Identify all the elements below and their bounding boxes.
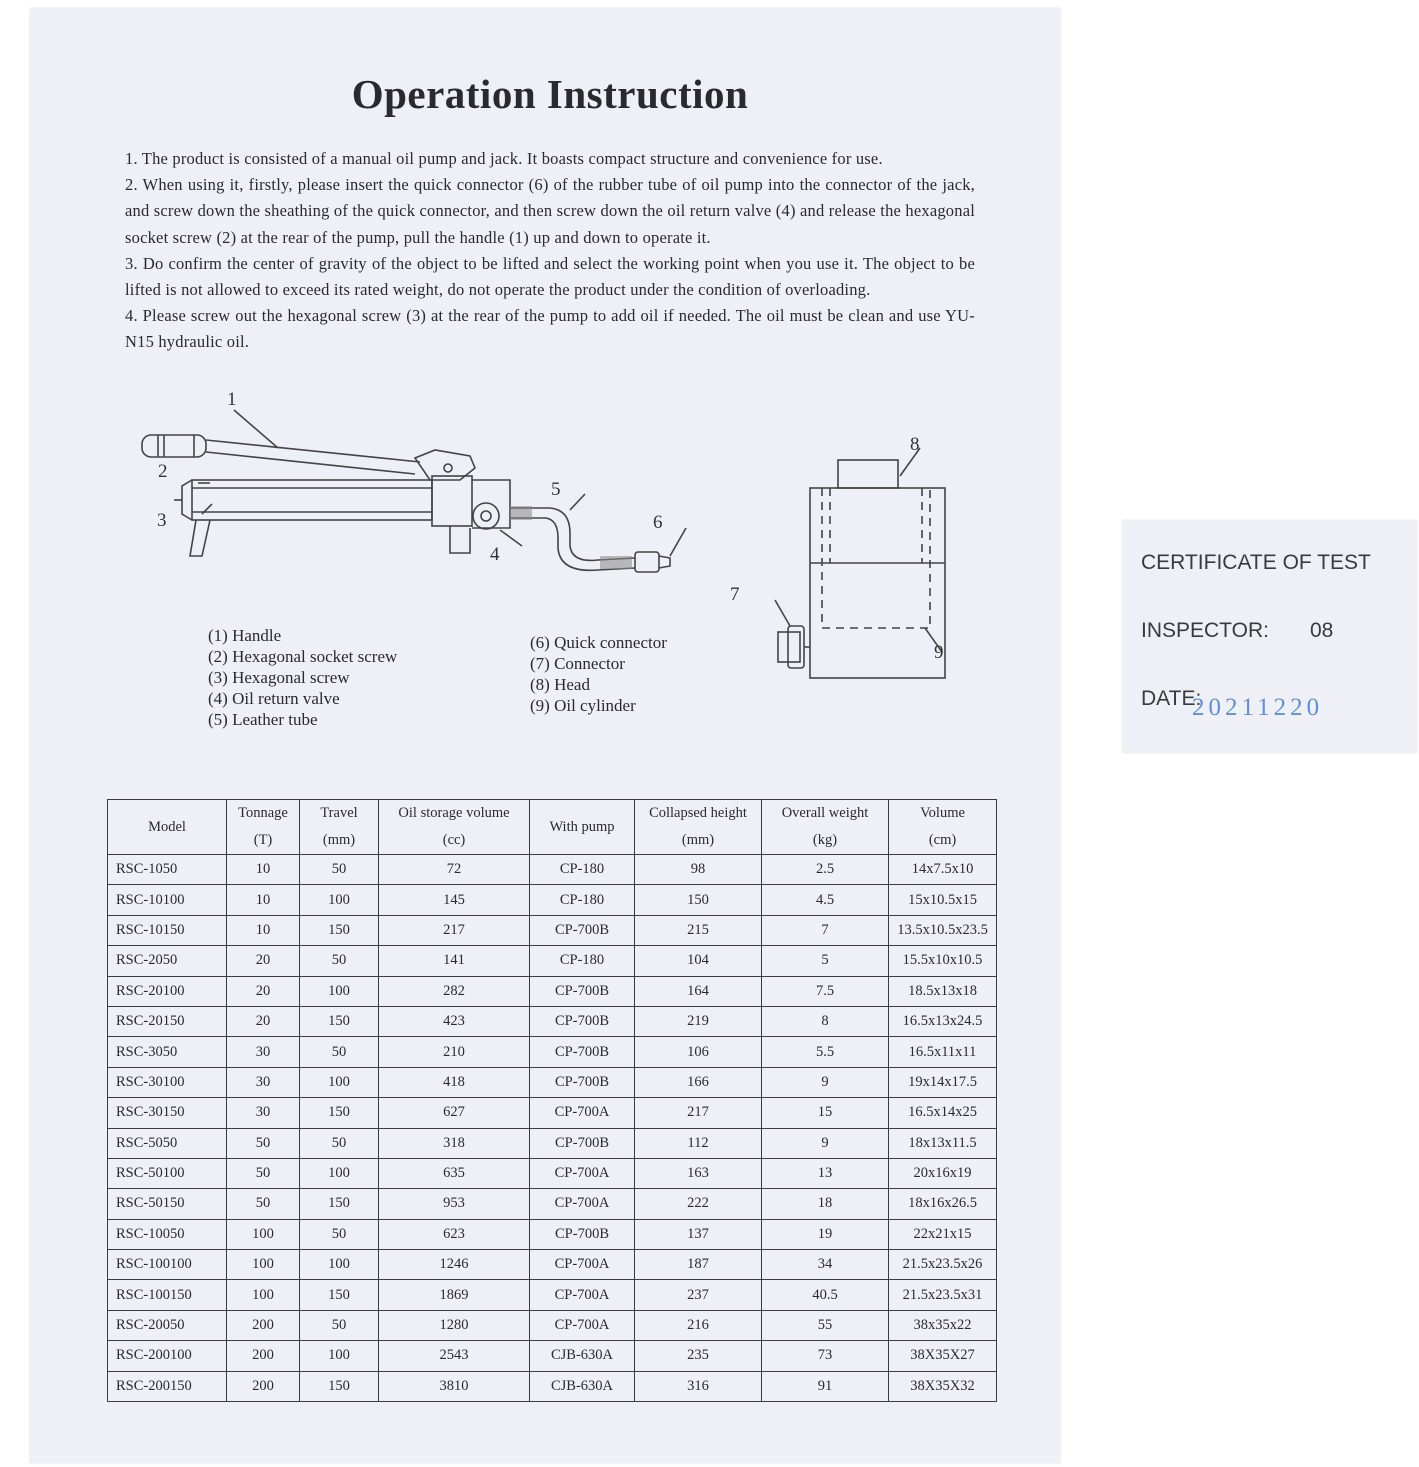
table-cell: 953 (379, 1189, 530, 1219)
table-cell: 16.5x11x11 (889, 1037, 997, 1067)
table-cell: 222 (635, 1189, 762, 1219)
table-cell: RSC-20150 (108, 1006, 227, 1036)
callout-2: 2 (158, 461, 168, 482)
callout-9: 9 (934, 642, 944, 663)
table-cell: 50 (300, 1037, 379, 1067)
jack-connector (778, 632, 800, 662)
table-cell: 100 (227, 1250, 300, 1280)
table-cell: 215 (635, 915, 762, 945)
table-row (108, 855, 997, 885)
instruction-sheet (30, 8, 1060, 1463)
table-cell: 141 (379, 946, 530, 976)
specification-table (107, 799, 997, 1402)
table-cell: 200 (227, 1310, 300, 1340)
table-cell: CJB-630A (530, 1341, 635, 1371)
table-row (108, 1250, 997, 1280)
table-cell: 10 (227, 915, 300, 945)
table-cell: 30 (227, 1067, 300, 1097)
table-cell: CP-700B (530, 1219, 635, 1249)
table-cell: 137 (635, 1219, 762, 1249)
instruction-item: 1. The product is consisted of a manual oil pump and jack. It boasts compact structure and convenience for use. (125, 149, 883, 168)
table-cell: 418 (379, 1067, 530, 1097)
table-cell: RSC-20050 (108, 1310, 227, 1340)
table-cell: 627 (379, 1098, 530, 1128)
header-travel: Travel (mm) (300, 800, 379, 855)
table-cell: CP-700A (530, 1098, 635, 1128)
table-cell: RSC-30100 (108, 1067, 227, 1097)
table-cell: 18x16x26.5 (889, 1189, 997, 1219)
table-cell: RSC-30150 (108, 1098, 227, 1128)
table-row (108, 1067, 997, 1097)
table-cell: 50 (227, 1158, 300, 1188)
table-cell: 50 (227, 1128, 300, 1158)
table-cell: RSC-20100 (108, 976, 227, 1006)
table-cell: CP-700A (530, 1310, 635, 1340)
handle-grip (142, 435, 206, 457)
table-cell: 200 (227, 1371, 300, 1401)
table-row (108, 915, 997, 945)
table-cell: 14x7.5x10 (889, 855, 997, 885)
table-cell: 150 (300, 1371, 379, 1401)
table-cell: 9 (762, 1067, 889, 1097)
instruction-item: 2. When using it, firstly, please insert the quick connector (6) of the rubber tube of oil pump into the connector of the jack, and screw down the sheathing of the quick connector, and then screw down the oil return valve (4) and release the hexagonal socket screw (2) at the rear of the pump, pull the handle (1) up and down to operate it. (125, 175, 975, 247)
table-cell: 72 (379, 855, 530, 885)
table-cell: 50 (300, 1219, 379, 1249)
table-cell: 19x14x17.5 (889, 1067, 997, 1097)
table-cell: 18x13x11.5 (889, 1128, 997, 1158)
table-cell: 100 (227, 1219, 300, 1249)
table-cell: CP-180 (530, 855, 635, 885)
callout-8: 8 (910, 434, 920, 455)
table-cell: 3810 (379, 1371, 530, 1401)
legend-item: (2) Hexagonal socket screw (208, 647, 398, 666)
legend-item: (7) Connector (530, 654, 625, 673)
callout-1: 1 (227, 389, 237, 410)
quick-connector (635, 552, 659, 572)
table-cell: 217 (379, 915, 530, 945)
table-cell: 2.5 (762, 855, 889, 885)
legend-item: (4) Oil return valve (208, 689, 340, 708)
legend-left (208, 625, 397, 730)
table-cell: 7 (762, 915, 889, 945)
callout-7: 7 (730, 584, 740, 605)
legend-item: (1) Handle (208, 626, 282, 645)
table-cell: 91 (762, 1371, 889, 1401)
table-cell: 100 (300, 976, 379, 1006)
table-cell: RSC-50150 (108, 1189, 227, 1219)
table-cell: CP-700A (530, 1189, 635, 1219)
table-cell: 216 (635, 1310, 762, 1340)
table-body (108, 855, 997, 1402)
header-model: Model (108, 800, 227, 855)
table-cell: 150 (300, 915, 379, 945)
table-cell: 55 (762, 1310, 889, 1340)
instruction-item: 3. Do confirm the center of gravity of the object to be lifted and select the working point when you use it. The object to be lifted is not allowed to exceed its rated weight, do not operate the product under the condition of overloading. (125, 253, 975, 300)
table-row (108, 1280, 997, 1310)
table-cell: 164 (635, 976, 762, 1006)
table-cell: 22x21x15 (889, 1219, 997, 1249)
header-volume: Volume (cm) (889, 800, 997, 855)
table-row (108, 1310, 997, 1340)
table-cell: 623 (379, 1219, 530, 1249)
table-cell: 104 (635, 946, 762, 976)
table-cell: CP-700A (530, 1280, 635, 1310)
header-with-pump: With pump (530, 800, 635, 855)
header-overall-weight: Overall weight (kg) (762, 800, 889, 855)
table-cell: 217 (635, 1098, 762, 1128)
table-cell: 50 (227, 1189, 300, 1219)
table-cell: 16.5x14x25 (889, 1098, 997, 1128)
table-cell: 100 (300, 885, 379, 915)
table-cell: 166 (635, 1067, 762, 1097)
pump-reservoir (192, 480, 432, 520)
inspector-label: INSPECTOR: (1141, 619, 1269, 642)
table-cell: 13 (762, 1158, 889, 1188)
table-cell: 316 (635, 1371, 762, 1401)
table-cell: 4.5 (762, 885, 889, 915)
table-cell: 38X35X32 (889, 1371, 997, 1401)
oil-return-valve (473, 503, 499, 529)
table-cell: 38X35X27 (889, 1341, 997, 1371)
table-cell: 200 (227, 1341, 300, 1371)
table-cell: 282 (379, 976, 530, 1006)
table-cell: RSC-200100 (108, 1341, 227, 1371)
table-cell: 15x10.5x15 (889, 885, 997, 915)
table-cell: 9 (762, 1128, 889, 1158)
table-cell: 112 (635, 1128, 762, 1158)
header-tonnage: Tonnage (T) (227, 800, 300, 855)
table-cell: 50 (300, 855, 379, 885)
instructions-text (125, 146, 975, 356)
table-cell: 34 (762, 1250, 889, 1280)
table-cell: 21.5x23.5x26 (889, 1250, 997, 1280)
table-row (108, 976, 997, 1006)
legend-right (530, 632, 667, 716)
table-cell: RSC-100100 (108, 1250, 227, 1280)
table-row (108, 1341, 997, 1371)
legend-item: (3) Hexagonal screw (208, 668, 350, 687)
table-cell: 237 (635, 1280, 762, 1310)
table-cell: 50 (300, 1310, 379, 1340)
table-row (108, 1128, 997, 1158)
table-cell: 219 (635, 1006, 762, 1036)
table-cell: RSC-5050 (108, 1128, 227, 1158)
table-cell: 7.5 (762, 976, 889, 1006)
header-oil-storage: Oil storage volume (cc) (379, 800, 530, 855)
callout-6: 6 (653, 512, 663, 533)
table-cell: 145 (379, 885, 530, 915)
jack-head (838, 460, 898, 488)
table-cell: 73 (762, 1341, 889, 1371)
table-cell: 100 (227, 1280, 300, 1310)
table-cell: 150 (300, 1098, 379, 1128)
callout-5: 5 (551, 479, 561, 500)
table-row (108, 1158, 997, 1188)
page-title: Operation Instruction (351, 71, 749, 117)
table-cell: 1246 (379, 1250, 530, 1280)
table-cell: 40.5 (762, 1280, 889, 1310)
table-cell: CP-700B (530, 1037, 635, 1067)
legend-item: (6) Quick connector (530, 633, 667, 652)
table-header-row (108, 800, 997, 855)
legend-item: (5) Leather tube (208, 710, 318, 729)
date-stamp: 20211220 (1192, 694, 1324, 721)
table-row (108, 885, 997, 915)
table-cell: 98 (635, 855, 762, 885)
table-cell: 30 (227, 1098, 300, 1128)
table-cell: 106 (635, 1037, 762, 1067)
table-cell: RSC-100150 (108, 1280, 227, 1310)
table-cell: CP-180 (530, 885, 635, 915)
table-cell: RSC-200150 (108, 1371, 227, 1401)
table-row (108, 1189, 997, 1219)
table-cell: 19 (762, 1219, 889, 1249)
table-cell: 100 (300, 1158, 379, 1188)
table-cell: 20 (227, 976, 300, 1006)
table-cell: 150 (635, 885, 762, 915)
table-cell: 100 (300, 1341, 379, 1371)
certificate-of-test (1122, 520, 1417, 753)
table-cell: 20 (227, 1006, 300, 1036)
table-cell: 21.5x23.5x31 (889, 1280, 997, 1310)
table-cell: 10 (227, 855, 300, 885)
callout-3: 3 (157, 510, 167, 531)
table-cell: 30 (227, 1037, 300, 1067)
handle-bar (206, 440, 420, 474)
table-cell: RSC-10150 (108, 915, 227, 945)
table-cell: CJB-630A (530, 1371, 635, 1401)
table-row (108, 1371, 997, 1401)
inspector-value: 08 (1310, 619, 1334, 642)
table-cell: 150 (300, 1280, 379, 1310)
table-cell: 635 (379, 1158, 530, 1188)
table-cell: 10 (227, 885, 300, 915)
table-cell: 100 (300, 1250, 379, 1280)
table-cell: 20 (227, 946, 300, 976)
table-cell: RSC-1050 (108, 855, 227, 885)
table-cell: 5.5 (762, 1037, 889, 1067)
table-cell: RSC-10100 (108, 885, 227, 915)
table-cell: CP-700A (530, 1158, 635, 1188)
table-cell: RSC-3050 (108, 1037, 227, 1067)
table-cell: 15 (762, 1098, 889, 1128)
table-cell: 18 (762, 1189, 889, 1219)
header-collapsed-height: Collapsed height (mm) (635, 800, 762, 855)
table-cell: 235 (635, 1341, 762, 1371)
table-cell: 187 (635, 1250, 762, 1280)
table-cell: RSC-50100 (108, 1158, 227, 1188)
table-cell: 18.5x13x18 (889, 976, 997, 1006)
legend-item: (9) Oil cylinder (530, 696, 636, 715)
table-cell: 20x16x19 (889, 1158, 997, 1188)
table-cell: 16.5x13x24.5 (889, 1006, 997, 1036)
table-cell: CP-180 (530, 946, 635, 976)
table-cell: 8 (762, 1006, 889, 1036)
table-cell: 423 (379, 1006, 530, 1036)
table-cell: 210 (379, 1037, 530, 1067)
certificate-title: CERTIFICATE OF TEST (1141, 551, 1371, 574)
callout-4: 4 (490, 544, 500, 565)
table-cell: 150 (300, 1189, 379, 1219)
table-cell: 2543 (379, 1341, 530, 1371)
legend-item: (8) Head (530, 675, 590, 694)
table-cell: 1280 (379, 1310, 530, 1340)
table-cell: CP-700B (530, 1006, 635, 1036)
table-row (108, 1219, 997, 1249)
table-cell: 50 (300, 1128, 379, 1158)
table-cell: 150 (300, 1006, 379, 1036)
table-row (108, 1006, 997, 1036)
table-cell: 13.5x10.5x23.5 (889, 915, 997, 945)
table-cell: 15.5x10x10.5 (889, 946, 997, 976)
table-cell: 163 (635, 1158, 762, 1188)
table-row (108, 1037, 997, 1067)
table-cell: 318 (379, 1128, 530, 1158)
instruction-item: 4. Please screw out the hexagonal screw (3) at the rear of the pump to add oil if needed. The oil must be clean and use YU-N15 hydraulic oil. (125, 306, 975, 352)
table-cell: 5 (762, 946, 889, 976)
table-row (108, 946, 997, 976)
table-cell: 1869 (379, 1280, 530, 1310)
table-cell: CP-700B (530, 976, 635, 1006)
table-cell: 38x35x22 (889, 1310, 997, 1340)
table-cell: RSC-2050 (108, 946, 227, 976)
table-cell: 100 (300, 1067, 379, 1097)
table-cell: RSC-10050 (108, 1219, 227, 1249)
pump-body (432, 476, 472, 526)
table-cell: 50 (300, 946, 379, 976)
date-label: DATE: (1141, 687, 1202, 710)
table-cell: CP-700B (530, 1067, 635, 1097)
table-row (108, 1098, 997, 1128)
table-cell: CP-700B (530, 1128, 635, 1158)
table-cell: CP-700A (530, 1250, 635, 1280)
table-cell: CP-700B (530, 915, 635, 945)
